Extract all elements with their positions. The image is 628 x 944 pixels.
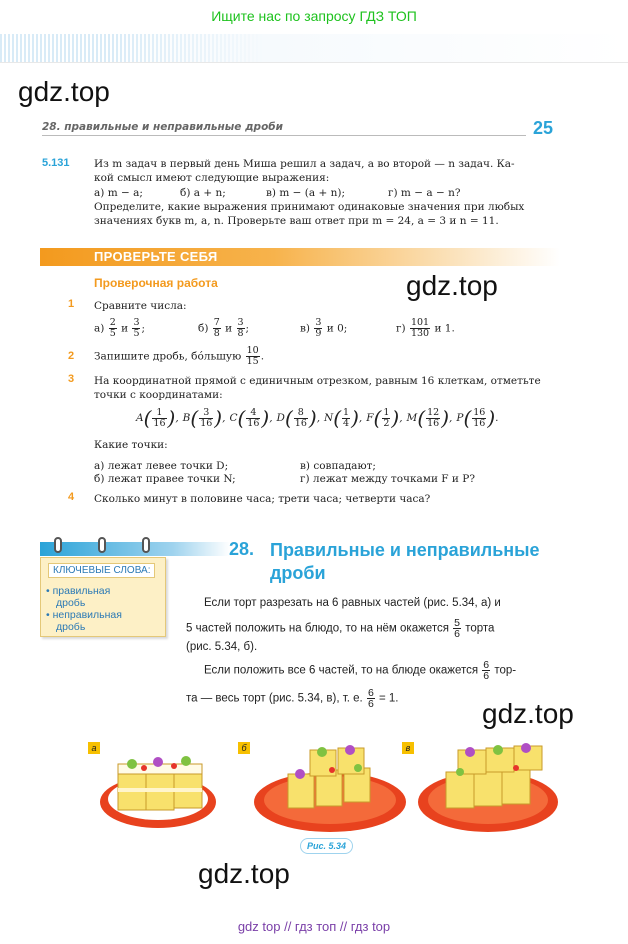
- paren: ): [261, 406, 270, 430]
- paren: (: [373, 406, 382, 430]
- keyword-item: • неправильная: [46, 609, 122, 621]
- coordinate-point: A( $\frac{1}{16}$ ),: [136, 406, 179, 430]
- promo-banner[interactable]: Ищите нас по запросу ГДЗ ТОП: [211, 8, 417, 24]
- coordinate-point: P( $\frac{16}{16}$ ).: [456, 406, 499, 430]
- paragraph-text: та — весь торт (рис. 5.34, в), т. е. $\frac{6}{6}$ = 1.: [186, 687, 399, 710]
- page-number: 25: [533, 118, 554, 138]
- keyword-item: дробь: [56, 621, 86, 633]
- footer-links[interactable]: gdz top // гдз топ // гдз top: [237, 919, 391, 934]
- cake-illustration-v: [416, 742, 564, 836]
- exercise-number: 5.131: [42, 157, 70, 169]
- paren: (: [237, 406, 246, 430]
- task-option: б) лежат правее точки N;: [94, 473, 236, 485]
- paren: ): [391, 406, 400, 430]
- task1-option-v: в) $\frac{3}{9}$ и 0;: [300, 317, 348, 339]
- exercise-option: в) m − (a + n);: [266, 187, 346, 199]
- figure-label: а: [88, 742, 100, 754]
- coordinate-point: D( $\frac{8}{16}$ ),: [276, 406, 321, 430]
- paren: ): [351, 406, 359, 430]
- watermark: gdz.top: [406, 270, 498, 301]
- stripes-fade: [110, 34, 628, 62]
- task-text: На координатной прямой с единичным отрезком, равным 16 клеткам, отметьте: [94, 375, 541, 387]
- task-text: точки с координатами:: [94, 389, 223, 401]
- paren: ): [308, 406, 317, 430]
- paren: (: [417, 406, 426, 430]
- paren: ): [214, 406, 223, 430]
- section-number: 28.: [229, 539, 255, 559]
- binder-ring-icon: [54, 537, 62, 553]
- exercise-option: г) m − a − n?: [388, 187, 461, 199]
- task-number: 2: [68, 350, 75, 362]
- task1-option-b: б) $\frac{7}{8}$ и $\frac{3}{8}$ ;: [198, 317, 250, 339]
- keyword-item: дробь: [56, 597, 86, 609]
- paragraph-text: Если торт разрезать на 6 равных частей (рис. 5.34, а) и: [204, 597, 501, 609]
- cake-illustration-b: [252, 742, 410, 836]
- coordinate-point: N( $\frac{1}{4}$ ),: [324, 406, 363, 430]
- exercise-text: Из m задач в первый день Миша решил a задач, а во второй — n задач. Ка-: [94, 158, 515, 170]
- task-text: Какие точки:: [94, 439, 168, 451]
- running-head: 28. правильные и неправильные дроби: [42, 121, 283, 133]
- task-text: Сравните числа:: [94, 300, 187, 312]
- task-number: 3: [68, 373, 75, 385]
- binder-ring-icon: [98, 537, 106, 553]
- cake-slices: [288, 745, 370, 808]
- task2-text: Запишите дробь, бóльшую $\frac{10}{15}$ .: [94, 345, 265, 367]
- running-head-rule: [42, 135, 526, 136]
- task-text: Сколько минут в половине часа; трети часа; четверти часа?: [94, 493, 431, 505]
- task1-option-g: г) $\frac{101}{130}$ и 1.: [396, 317, 455, 339]
- paragraph-text: (рис. 5.34, б).: [186, 641, 258, 653]
- paren: (: [143, 406, 152, 430]
- watermark: gdz.top: [18, 76, 110, 107]
- cake-illustration-a: [96, 742, 230, 836]
- paren: ): [167, 406, 176, 430]
- task-option: г) лежат между точками F и P?: [300, 473, 475, 485]
- keyword-item: • правильная: [46, 585, 111, 597]
- exercise-text: кой смысл имеют следующие выражения:: [94, 172, 330, 184]
- cake-slices: [118, 756, 202, 810]
- task-option: в) совпадают;: [300, 460, 376, 472]
- task1-option-a: а) $\frac{2}{5}$ и $\frac{3}{5}$ ;: [94, 317, 146, 339]
- section-title: Правильные и неправильные дроби: [270, 540, 540, 583]
- binder-ring-icon: [142, 537, 150, 553]
- coordinate-point: M( $\frac{12}{16}$ ),: [406, 406, 453, 430]
- keywords-title: КЛЮЧЕВЫЕ СЛОВА:: [48, 563, 155, 578]
- keywords-bar: [40, 542, 230, 556]
- task-number: 4: [68, 491, 75, 503]
- watermark: gdz.top: [198, 858, 290, 889]
- task-number: 1: [68, 298, 75, 310]
- figure-caption: Рис. 5.34: [300, 838, 353, 854]
- coordinates-row: [136, 407, 503, 429]
- paren: (: [463, 406, 472, 430]
- coordinate-point: B( $\frac{3}{16}$ ),: [182, 406, 226, 430]
- exercise-text: Определите, какие выражения принимают одинаковые значения при любых: [94, 201, 525, 213]
- exercise-option: б) a + n;: [180, 187, 226, 199]
- paren: (: [284, 406, 293, 430]
- paragraph-text: 5 частей положить на блюдо, то на нём окажется $\frac{5}{6}$ торта: [186, 617, 495, 640]
- paren: (: [190, 406, 199, 430]
- paren: (: [333, 406, 342, 430]
- exercise-option: а) m − a;: [94, 187, 143, 199]
- cake-slices: [446, 743, 542, 808]
- paren: ): [487, 406, 496, 430]
- paren: ): [441, 406, 450, 430]
- coordinate-point: F( $\frac{1}{2}$ ),: [366, 406, 403, 430]
- figure-label: б: [238, 742, 250, 754]
- task-option: а) лежат левее точки D;: [94, 460, 229, 472]
- paragraph-text: Если положить все 6 частей, то на блюде окажется $\frac{6}{6}$ тор-: [204, 659, 517, 682]
- coordinate-point: C( $\frac{4}{16}$ ),: [229, 406, 273, 430]
- watermark: gdz.top: [482, 698, 574, 729]
- section-band-title: ПРОВЕРЬТЕ СЕБЯ: [94, 249, 218, 264]
- test-title: Проверочная работа: [94, 276, 218, 290]
- exercise-text: значениях букв m, a, n. Проверьте ваш ответ при m = 24, a = 3 и n = 11.: [94, 215, 499, 227]
- figure-label: в: [402, 742, 414, 754]
